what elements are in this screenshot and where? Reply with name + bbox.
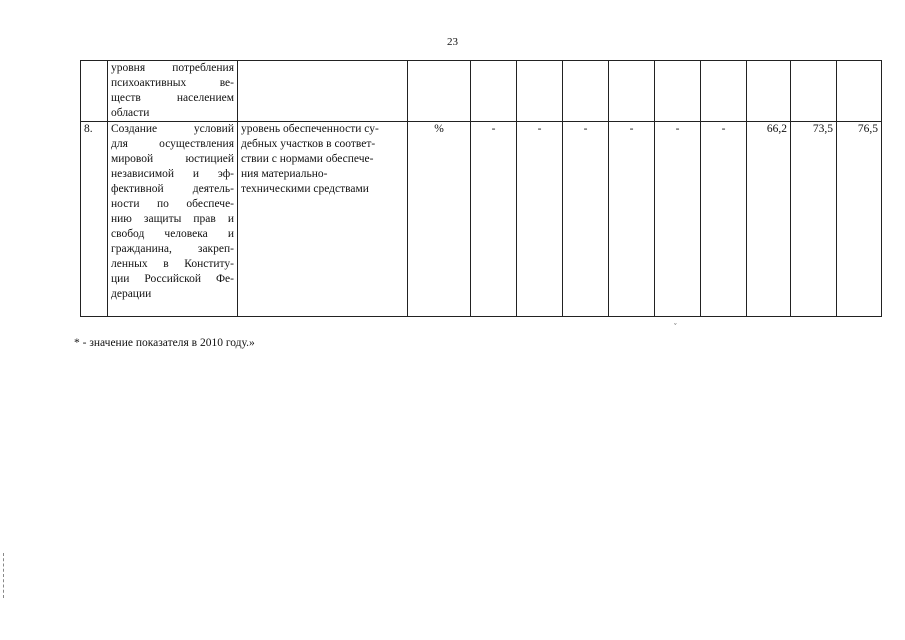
indicators-table [80,60,882,317]
value-cell: - [471,122,517,317]
row-number-cell: 8. [81,122,108,317]
value-cell [837,61,882,122]
indicator-line: техническими средствами [241,183,369,195]
indicator-line: ствии с нормами обеспече- [241,153,374,165]
page-number: 23 [447,36,458,48]
value-cell [655,61,701,122]
indicator-line: ния материально- [241,168,328,180]
value-cell: - [563,122,609,317]
value-cell [701,61,747,122]
scan-speck: ˇ [674,322,677,331]
goal-line: мировой юстицией [111,153,234,165]
goal-line: для осуществления [111,138,234,150]
goal-line: ности по обеспече- [111,198,234,210]
unit-cell [408,61,471,122]
table-row [81,122,882,317]
scan-margin-mark [3,553,6,598]
goal-line: ществ населением [111,92,234,104]
value-cell: - [517,122,563,317]
unit-cell: % [408,122,471,317]
value-cell [609,61,655,122]
goal-line: нию защиты прав и [111,213,234,225]
value-cell: - [701,122,747,317]
table-row [81,61,882,122]
value-cell [517,61,563,122]
goal-line: уровня потребления [111,62,234,74]
goal-line: гражданина, закреп- [111,243,234,255]
value-cell [791,61,837,122]
value-cell [563,61,609,122]
footnote: * - значение показателя в 2010 году.» [74,337,255,349]
indicator-line: уровень обеспеченности су- [241,123,379,135]
value-cell [747,61,791,122]
goal-line: независимой и эф- [111,168,234,180]
value-cell: 73,5 [791,122,837,317]
goal-line: психоактивных ве- [111,77,234,89]
goal-line: Создание условий [111,123,234,135]
value-cell [471,61,517,122]
value-cell: 76,5 [837,122,882,317]
goal-line: ции Российской Фе- [111,273,234,285]
row-number-cell [81,61,108,122]
value-cell: - [655,122,701,317]
goal-cell [108,122,238,317]
value-cell: - [609,122,655,317]
goal-cell [108,61,238,122]
goal-line: ленных в Конститу- [111,258,234,270]
goal-line: области [111,107,150,119]
goal-line: дерации [111,288,152,300]
goal-line: фективной деятель- [111,183,234,195]
indicator-line: дебных участков в соответ- [241,138,376,150]
indicator-cell [238,122,408,317]
value-cell: 66,2 [747,122,791,317]
goal-line: свобод человека и [111,228,234,240]
indicator-cell [238,61,408,122]
